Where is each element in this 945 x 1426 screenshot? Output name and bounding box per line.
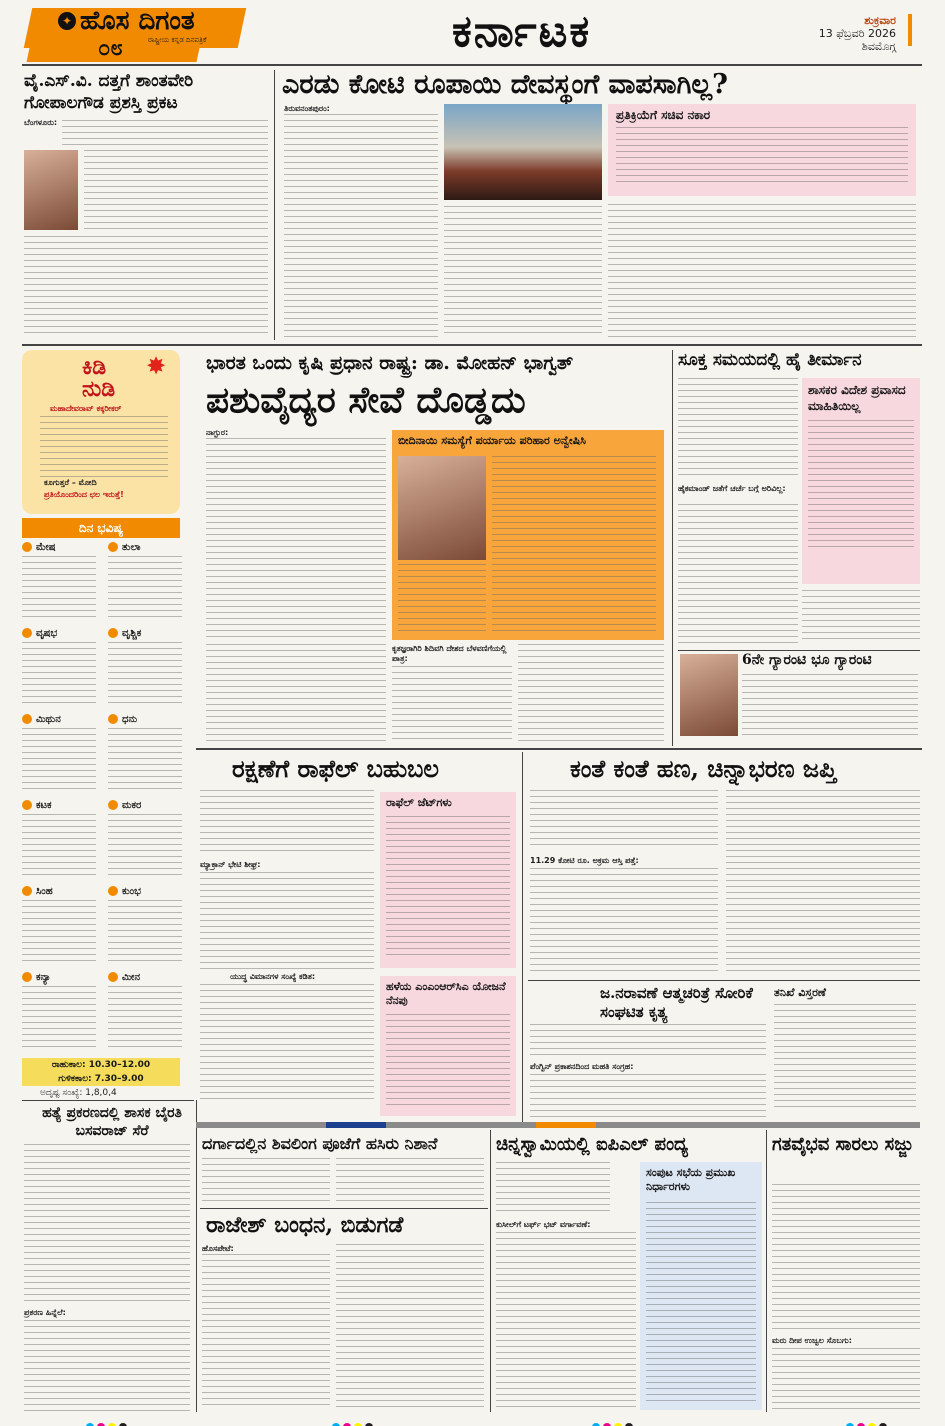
story3-dateline: ನಾಗ್ಪುರ:: [206, 428, 229, 437]
leo-icon: [22, 886, 32, 896]
story6-sub: ಮ್ಯಾಕ್ರಾನ್ ಭೇಟಿ ಶೀಘ್ರ:: [200, 860, 261, 869]
sign-mithuna: ಮಿಥುನ: [22, 714, 61, 725]
story3-kicker: ಭಾರತ ಒಂದು ಕೃಷಿ ಪ್ರಧಾನ ರಾಷ್ಟ್ರ: ಡಾ. ಮೋಹನ್ ಭಾಗ್ವತ್: [206, 352, 574, 374]
sign-text: [22, 642, 96, 706]
sign-text: [108, 642, 182, 706]
column-rule: [196, 1100, 197, 1412]
story5-text: [742, 674, 918, 736]
spark-icon: ✸: [146, 352, 167, 380]
accent-bar: [196, 1122, 326, 1128]
sign-text: [22, 986, 96, 1050]
column-rule: [522, 752, 523, 1122]
story4-text-col1b: [678, 504, 798, 644]
masthead-accent-bar: [908, 14, 912, 46]
story3-sub: ಕೃತಜ್ಞರಾಗಿರಿ ಶಿದಿವಗಿ ದೇಶದ ಬೆಳವಣಿಗೆಯಲ್ಲಿ ಪಾತ್ರ:: [392, 644, 507, 663]
logo-tagline: ರಾಷ್ಟ್ರೀಯ ಕನ್ನಡ ದಿನಪತ್ರಿಕೆ: [148, 36, 207, 44]
sign-kataka: ಕಟಕ: [22, 800, 52, 811]
story6-sub2: ಯುದ್ಧ ವಿಮಾನಗಳ ಸಂಖ್ಯೆ ಕಡಿತ:: [230, 972, 316, 981]
weekday: ಶುಕ್ರವಾರ: [864, 14, 896, 27]
sign-text: [108, 814, 182, 878]
sign-text: [22, 556, 96, 620]
story7-headline: ಕಂತೆ ಕಂತೆ ಹಣ, ಚಿನ್ನಾಭರಣ ಜಪ್ತಿ: [570, 754, 837, 783]
kidi-footer2: ಪ್ರತಿಯೊಂದರಿಂದ ಛಲ ಇರುತ್ತೆ!: [44, 490, 124, 499]
story3-box-title: ಬೀದಿನಾಯಿ ಸಮಸ್ಯೆಗೆ ಪರ್ಯಾಯ ಪರಿಹಾರ ಅನ್ವೇಷಿಸಿ: [398, 434, 586, 447]
section-rule-2: [196, 748, 922, 750]
masthead-rule: [22, 64, 922, 66]
accent-bar: [326, 1122, 386, 1128]
sign-text: [22, 900, 96, 964]
rule: [528, 980, 920, 981]
story1-text: [62, 120, 268, 146]
sign-vrishchika: ವೃಶ್ಚಿಕ: [108, 628, 141, 639]
story1-headline-line2: ಗೋಪಾಲಗೌಡ ಪ್ರಶಸ್ತಿ ಪ್ರಕಟ: [24, 93, 178, 113]
sign-text: [108, 728, 182, 792]
story7-text-col1b: [530, 868, 718, 976]
story4-sub: ಹೈಕಮಾಂಡ್ ಜತೆಗೆ ಚರ್ಚೆ ಬಗ್ಗೆ ಅರಿವಿಲ್ಲ:: [678, 484, 786, 493]
kidi-nudi-title: ಕಿಡಿ ನುಡಿ: [82, 354, 116, 402]
column-rule: [672, 350, 673, 746]
story8-text: [24, 1144, 190, 1304]
logo-emblem-icon: ✦: [58, 12, 76, 30]
kidi-nudi-box: [22, 350, 180, 514]
story2-text-col2: [444, 206, 602, 338]
story8-headline: ಹತ್ಯೆ ಪ್ರಕರಣದಲ್ಲಿ ಶಾಸಕ ಬೈರತಿ ಬಸವರಾಜ್ ಸೆರೆ: [42, 1105, 182, 1139]
story2-dateline: ತಿರುವನಂತಪುರಂ:: [284, 104, 330, 113]
story3-text-col1: [206, 438, 386, 642]
sign-text: [108, 986, 182, 1050]
sign-kanya: ಕನ್ಯಾ: [22, 972, 51, 983]
sign-makara: ಮಕರ: [108, 800, 141, 811]
story12-text-col1b: [496, 1232, 636, 1410]
story1-dateline: ಬೆಂಗಳೂರು:: [24, 118, 58, 127]
lucky-number: ಅದೃಷ್ಟ ಸಂಖ್ಯೆ: 1,8,0,4: [40, 1088, 117, 1098]
story7-text-col1: [530, 790, 718, 850]
story4-text-col1: [678, 378, 798, 478]
temple-photo: [444, 104, 602, 200]
story3-text-col2: [392, 666, 512, 744]
story9-box-text: [774, 1004, 916, 1108]
story2-headline: ಎರಡು ಕೋಟಿ ರೂಪಾಯಿ ದೇವಸ್ಥಂಗೆ ವಾಪಸಾಗಿಲ್ಲ?: [282, 69, 728, 100]
city: ಶಿವಮೊಗ್ಗ: [861, 40, 896, 53]
horoscope-title: ದಿನ ಭವಿಷ್ಯ: [22, 518, 180, 538]
rahukala-box: [22, 1058, 180, 1086]
story6-box-title: ರಾಫೆಲ್ ಜೆಟ್‌ಗಳು: [386, 796, 452, 809]
story9-text-col1b: [530, 1074, 766, 1118]
story10-text-col1: [202, 1158, 330, 1204]
story5-headline: 6ನೇ ಗ್ಯಾರಂಟಿ ಭೂ ಗ್ಯಾರಂಟಿ: [742, 652, 872, 668]
story1-text-column: [84, 150, 268, 234]
story6-headline: ರಕ್ಷಣೆಗೆ ರಾಫೆಲ್ ಬಹುಬಲ: [232, 754, 439, 783]
sign-text: [108, 900, 182, 964]
story9-box-title: ತನಿಖೆ ವಿಸ್ತರಣೆ: [774, 986, 826, 999]
rule: [678, 650, 920, 651]
story1-text-body: [24, 236, 268, 338]
libra-icon: [108, 542, 118, 552]
story12-box-text: [646, 1202, 756, 1402]
aries-icon: [22, 542, 32, 552]
story1-headline-line1: ವೈ.ಎಸ್.ವಿ. ದತ್ತಗೆ ಶಾಂತವೇರಿ: [24, 71, 194, 91]
story11-dateline: ಹೊಸಪೇಟೆ:: [202, 1244, 234, 1253]
story3-box-text2: [398, 564, 486, 632]
column-rule: [490, 1130, 491, 1412]
pisces-icon: [108, 972, 118, 982]
sign-tula: ತುಲಾ: [108, 542, 141, 553]
story2-text-col1: [284, 114, 438, 338]
page-number: ೦೮: [98, 36, 123, 61]
rule: [22, 1100, 194, 1101]
horoscope-grid: [22, 542, 182, 1054]
story4-box-title: ಶಾಸಕರ ವಿದೇಶ ಪ್ರವಾಸದ ಮಾಹಿತಿಯಿಲ್ಲ: [808, 383, 906, 413]
bhagwat-photo: [398, 456, 486, 560]
sagittarius-icon: [108, 714, 118, 724]
sign-text: [108, 556, 182, 620]
story2-text-col3: [608, 204, 916, 338]
story8-text2: [24, 1320, 190, 1412]
accent-bar: [536, 1122, 596, 1128]
story2-sidebar-title: ಪ್ರತಿಕ್ರಿಯೆಗೆ ಸಚಿವ ನಕಾರ: [616, 108, 711, 122]
story9-headline: ಜ.ನರಾವಣೆ ಆತ್ಮಚರಿತ್ರೆ ಸೋರಿಕೆ ಸಂಘಟಿತ ಕೃತ್ಯ: [600, 984, 753, 1021]
section-rule-1: [22, 344, 922, 346]
story6-text-col1c: [200, 984, 374, 1104]
virgo-icon: [22, 972, 32, 982]
newspaper-logo: ಹೊಸ ದಿಗಂತ: [80, 6, 195, 36]
story11-text-col1: [202, 1254, 330, 1410]
story6-box-text: [386, 816, 510, 956]
story12-box-title: ಸಂಪುಟ ಸಭೆಯ ಪ್ರಮುಖ ನಿರ್ಧಾರಗಳು: [646, 1166, 736, 1193]
story12-sub: ಕುಸೀಲ್‌ಗೆ ಟರ್ಫ್‌ ಭಟ್ ವರ್ಗಾವಣೆ:: [496, 1220, 591, 1229]
story3-text-col3: [518, 644, 664, 744]
story13-headline: ಗತವೈಭವ ಸಾರಲು ಸಜ್ಜು: [772, 1134, 914, 1155]
rule: [200, 1208, 488, 1209]
story1-headline: [24, 70, 269, 114]
sign-vrishabha: ವೃಷಭ: [22, 628, 57, 639]
accent-bar: [386, 1122, 536, 1128]
rahukala: ರಾಹುಕಾಲ: 10.30–12.00: [51, 1060, 151, 1070]
story2-sidebar-box: [608, 104, 916, 196]
sign-text: [22, 814, 96, 878]
sign-kumbha: ಕುಂಭ: [108, 886, 141, 897]
story11-headline: ರಾಜೇಶ್ ಬಂಧನ, ಬಿಡುಗಡೆ: [206, 1212, 404, 1238]
story8-sub: ಪ್ರಕರಣ ಹಿನ್ನೆಲೆ:: [24, 1308, 66, 1317]
story4-text-col2: [802, 590, 920, 644]
story6-text-col1b: [200, 872, 374, 972]
sign-meena: ಮೀನ: [108, 972, 140, 983]
scorpio-icon: [108, 628, 118, 638]
date: 13 ಫೆಬ್ರವರಿ 2026: [818, 27, 896, 40]
story10-headline: ದರ್ಗಾದಲ್ಲಿನ ಶಿವಲಿಂಗ ಪೂಜೆಗೆ ಹಸಿರು ನಿಶಾನೆ: [202, 1134, 438, 1153]
story2-sidebar-text: [616, 127, 908, 187]
story3-headline: ಪಶುವೈದ್ಯರ ಸೇವೆ ದೊಡ್ಡದು: [206, 379, 526, 421]
column-rule: [766, 1130, 767, 1412]
sign-text: [22, 728, 96, 792]
story6-text-col1: [200, 790, 374, 856]
story7-sub: 11.29 ಕೋಟಿ ರೂ. ಅಕ್ರಮ ಆಸ್ತಿ ಪತ್ತೆ:: [530, 856, 639, 865]
story3-box-text: [492, 456, 656, 632]
story4-headline: ಸೂಕ್ತ ಸಮಯದಲ್ಲಿ ಹೈ ತೀರ್ಮಾನ: [678, 350, 862, 370]
taurus-icon: [22, 628, 32, 638]
story4-box-text: [808, 420, 914, 550]
column-rule: [274, 70, 275, 340]
story6-box2-title: ಹಳೆಯ ಎಂಎಂಆರ್‌ಸಿಎ ಯೋಜನೆ ನೆನಪು: [386, 980, 506, 1007]
shivakumar-photo: [680, 654, 738, 736]
gulika: ಗುಳಿಕಕಾಲ: 7.30–9.00: [58, 1074, 144, 1084]
kidi-author: ಮಹಾದೇವರಾವ್ ಕಕ್ಕರೀಕರ್: [50, 404, 122, 413]
story11-text-col2: [336, 1244, 484, 1410]
aquarius-icon: [108, 886, 118, 896]
date-block: [796, 14, 896, 53]
story12-box: [640, 1162, 762, 1410]
story12-text-col1: [496, 1162, 610, 1216]
story13-sub: ಮರು ದೀಪ ಉಜ್ವಲ ಸೊಬಗು:: [772, 1336, 852, 1345]
story10-text-col2: [336, 1158, 484, 1204]
print-color-marks: [592, 1416, 636, 1426]
print-color-marks: [332, 1416, 376, 1426]
story6-box2: [380, 976, 516, 1116]
story6-box2-text: [386, 1014, 510, 1106]
gemini-icon: [22, 714, 32, 724]
sign-simha: ಸಿಂಹ: [22, 886, 53, 897]
print-color-marks: [846, 1416, 890, 1426]
story9-box: [770, 984, 920, 1116]
cancer-icon: [22, 800, 32, 810]
print-color-marks: [86, 1416, 130, 1426]
story9-text-col1: [530, 1024, 766, 1060]
story9-sub: ಪೆಂಗ್ವಿನ್ ಪ್ರಕಾಶನದಿಂದ ಮಹತಿ ಸಂಗ್ರಹ:: [530, 1062, 634, 1071]
story12-headline: ಚಿನ್ನಸ್ವಾಮಿಯಲ್ಲಿ ಐಪಿಎಲ್ ಪಂದ್ಯ: [496, 1134, 689, 1155]
accent-bar: [596, 1122, 920, 1128]
story7-text-col2: [726, 790, 920, 976]
story4-box: [802, 378, 920, 584]
kidi-footer1: ಕೂಗುತ್ತರೆ – ಮೋದಿ: [44, 478, 97, 487]
kidi-text: [40, 416, 168, 478]
story13-text2: [772, 1348, 920, 1410]
story3-text-col1b: [206, 644, 386, 744]
story1-portrait-photo: [24, 150, 78, 230]
capricorn-icon: [108, 800, 118, 810]
section-title: ಕರ್ನಾಟಕ: [452, 6, 592, 57]
story3-box: [392, 430, 664, 640]
sign-mesha: ಮೇಷ: [22, 542, 56, 553]
story6-box: [380, 792, 516, 968]
story13-text: [772, 1184, 920, 1332]
sign-dhanu: ಧನು: [108, 714, 137, 725]
